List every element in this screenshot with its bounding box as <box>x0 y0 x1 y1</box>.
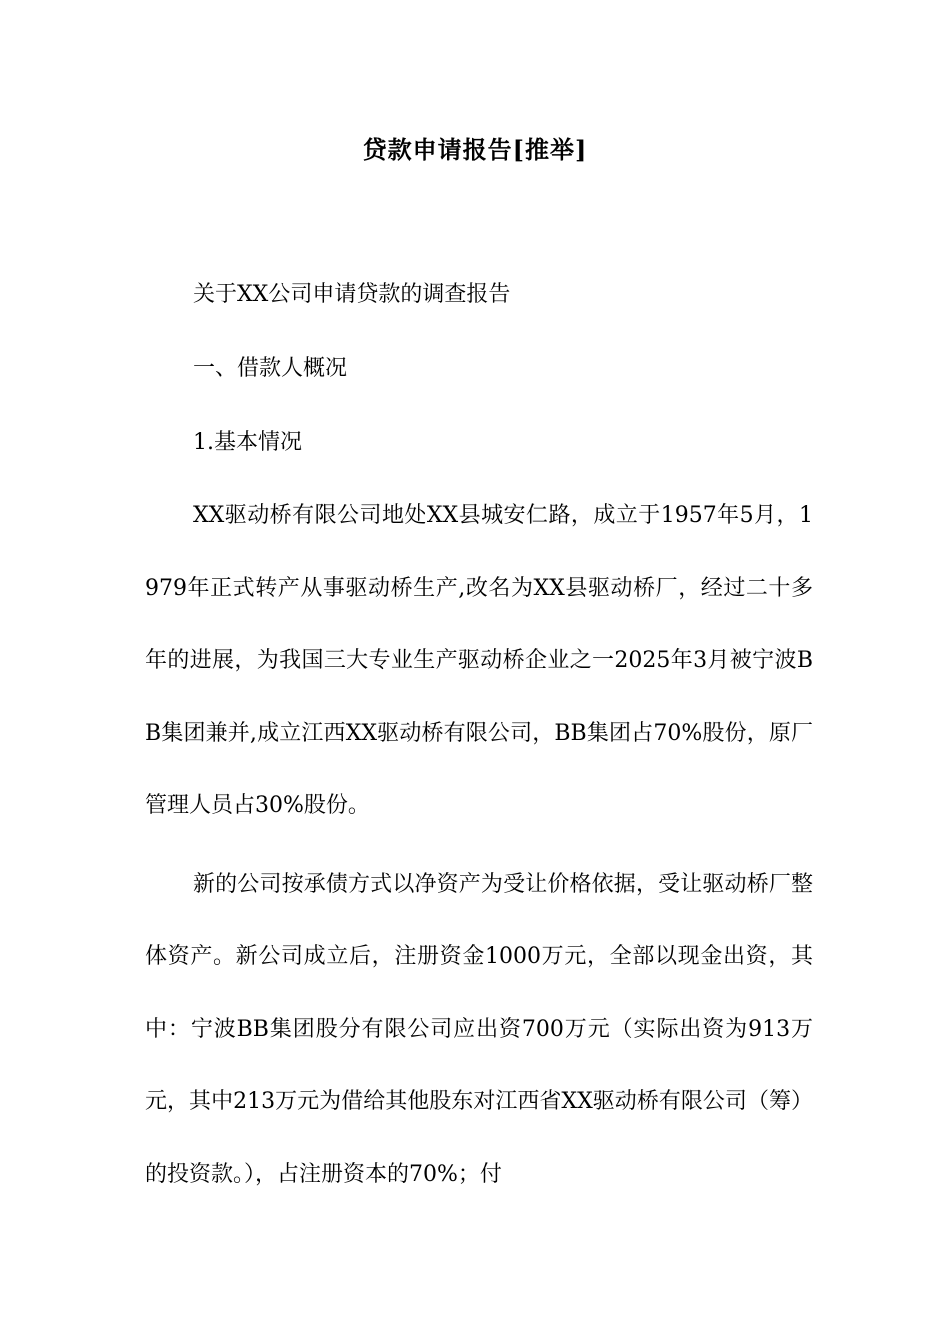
paragraph-company-history: XX驱动桥有限公司地处XX县城安仁路，成立于1957年5月，1979年正式转产从事驱动桥生产,改名为XX县驱动桥厂，经过二十多年的进展，为我国三大专业生产驱动桥企业之一2025年3月被宁波BB集团兼并,成立江西XX驱动桥有限公司，BB集团占70%股份，原厂管理人员占30%股份。 <box>145 503 813 818</box>
document-title: 贷款申请报告[推举] <box>362 135 588 164</box>
report-heading: 关于XX公司申请贷款的调查报告 <box>193 282 511 307</box>
document-body <box>145 258 813 1211</box>
subsection-heading-basic: 1.基本情况 <box>193 430 302 455</box>
section-heading-borrower: 一、借款人概况 <box>193 356 348 381</box>
paragraph-capital-structure: 新的公司按承债方式以净资产为受让价格依据，受让驱动桥厂整体资产。新公司成立后，注册资金1000万元，全部以现金出资，其中：宁波BB集团股分有限公司应出资700万元（实际出资为913万元，其中213万元为借给其他股东对江西省XX驱动桥有限公司（筹）的投资款。），占注册资本的70%；付 <box>145 871 813 1187</box>
